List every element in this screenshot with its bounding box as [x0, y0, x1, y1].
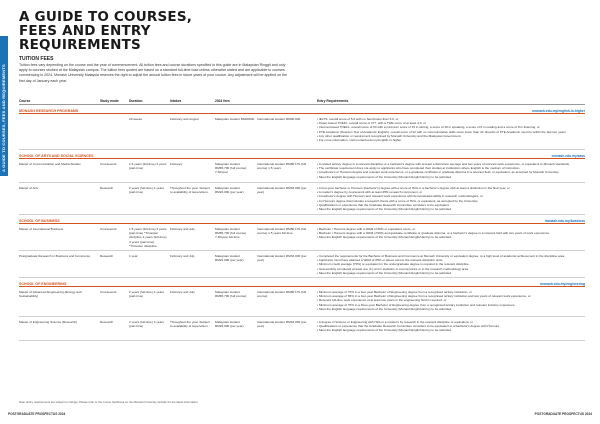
header-intakes: Intakes — [170, 99, 182, 103]
fee-local: Malaysian student RM22,000 (per year) — [215, 254, 244, 263]
footer-right: POSTGRADUATE PROSPECTUS 2024 — [534, 412, 592, 416]
requirement-item: • Meet the English language requirements of the University (Monash English Entry) to be admitted. — [317, 270, 452, 275]
fee-international: International student RM33,000 (per year) — [257, 254, 307, 263]
requirement-item: • Meet the English language requirements of the University (Monash English Entry) to be admitted. — [317, 174, 452, 179]
fee-local: Malaysian student RM00000 — [215, 117, 255, 121]
entry-requirements — [317, 254, 585, 275]
requirement-item: • For more information, visit monash.edu.my/english-in-higher — [317, 138, 402, 143]
footnote: Note: Entry requirements are subject to change. Please refer to the course handbook on the Monash University website for the latest information. — [19, 400, 199, 404]
requirement-item: • A bachelor's degree with Honours and relevant work experience with demonstrated ability in research methodologies, or — [317, 194, 483, 199]
requirement-item: • Meet the English language requirements of the University (Monash English Entry) to be admitted. — [317, 207, 452, 212]
study-mode: Research — [100, 254, 114, 258]
fee-local: Malaysian student RM65,700 (full course) — [215, 290, 247, 299]
requirement-item: • Qualifications or experience that the Graduate Research Committee considers to be equivalent. — [317, 202, 450, 207]
course-name: Master of Engineering Science (Research) — [19, 320, 78, 324]
entry-requirements — [317, 186, 585, 211]
table-row — [19, 183, 585, 215]
course-name: Master of International Business — [19, 227, 64, 231]
fee-international: International student RM80,170 (full course) — [257, 290, 307, 299]
fee-international: International student RM80,170 (full course) 1.5 years full-time — [257, 227, 307, 236]
requirement-item: • A degree in Science or Engineering with H2A or a master's by research in the relevant discipline or equivalent, or — [317, 320, 473, 324]
table-row — [19, 114, 585, 150]
duration: 2 years (full-time) 4 years (part-time) — [129, 186, 164, 195]
study-mode: Research — [100, 186, 114, 190]
requirement-item: • An Honours degree that includes a research thesis with a score of H2A, or equivalent, as accepted by the University. — [317, 198, 479, 203]
entry-requirements — [317, 227, 585, 240]
study-mode: Research — [100, 320, 114, 324]
requirement-item: • Minimum average of 70% in a three-year Bachelor of Engineering degree from a recognised tertiary institution and relevant industry experience. — [317, 302, 516, 307]
course-name: Master of Communication and Media Studies — [19, 162, 81, 166]
duration: 20 weeks — [129, 117, 143, 121]
requirement-item: • Meet the English language requirements of the University (Monash English Entry) to be admitted. — [317, 306, 452, 311]
requirement-item: • Meet the English language requirements of the University (Monash English Entry) to be admitted. — [317, 328, 452, 333]
requirement-item: • Applicants must have attained a WAM of 65% or above across the relevant discipline units. — [317, 258, 444, 263]
requirement-item: • Any other qualification or requirement recognised by Monash University and the Malaysian Government. — [317, 133, 462, 138]
table-header — [19, 96, 585, 105]
duration: 2 years (full-time) 4 years (part-time) — [129, 290, 164, 299]
section-link[interactable]: monash.edu.my/business — [544, 218, 585, 223]
course-name: Postgraduate Research in Business and Commerce — [19, 254, 91, 258]
intakes: February and July — [170, 290, 195, 294]
intakes: February — [170, 162, 183, 166]
requirement-item: • Minimum average of 65% in a four-year Bachelor of Engineering degree from a recognised tertiary institution and two years of relevant work experience, or — [317, 294, 531, 299]
entry-requirements — [317, 290, 585, 311]
table-body — [19, 107, 585, 341]
section-link[interactable]: monash.edu.my/engineering — [540, 281, 585, 286]
study-mode: Coursework — [100, 162, 117, 166]
section-link[interactable]: monash.edu.my/sass — [551, 153, 585, 158]
fee-international: International student RM33,000 (per year) — [257, 186, 307, 195]
duration: 2 years (full-time) 4 years (part-time) — [129, 320, 164, 329]
fee-local: Malaysian student RM65,700 (full course) 7.30/year full-time — [215, 227, 247, 240]
intakes: February and July — [170, 227, 195, 231]
tuition-heading: TUITION FEES — [19, 56, 54, 62]
header-fees: 2024 fees — [215, 99, 230, 103]
page-title: A GUIDE TO COURSES, FEES AND ENTRY REQUIREMENTS — [19, 9, 193, 53]
side-tab — [0, 36, 8, 176]
requirement-item: • Internet-based TOEFL: overall score of 53 with a minimum score of 15 in writing, a score of 10 in speaking, a score of 8 in reading and a score of 8 in listening, or — [317, 125, 540, 130]
section-header — [19, 152, 585, 159]
course-name: Master of Arts — [19, 186, 39, 190]
requirement-item: • Paper-based TOEFL: overall score of 477, with a TWE score of at least 4.0, or — [317, 121, 426, 126]
side-tab-label: A GUIDE TO COURSES, FEES AND REQUIREMENTS — [1, 64, 6, 172]
intakes: February and August — [170, 117, 199, 121]
requirement-item: • Bachelor / Honours degree with a WAM of 50% and graduate certificate or graduate diploma, or a bachelor's degree in a relevant field with two years of work experience. — [317, 231, 551, 236]
header-course: Course — [19, 99, 31, 103]
entry-requirements — [317, 320, 585, 333]
duration: 1.5 years (full-time) 3 years (part-time) — [129, 162, 167, 171]
intakes: Throughout the year. Subject to availability of supervision. — [170, 320, 210, 329]
fee-local: Malaysian student RM22,000 (per year) — [215, 320, 244, 329]
requirement-item: • IELTS: overall score of 5.0 with no band lower than 5.0, or — [317, 117, 399, 121]
table-row — [19, 317, 585, 341]
header-duration: Duration — [129, 99, 143, 103]
section-header — [19, 217, 585, 224]
study-mode: Coursework — [100, 290, 117, 294]
intakes: Throughout the year. Subject to availability of supervision. — [170, 186, 210, 195]
duration: 1 year — [129, 254, 138, 258]
courses-table — [19, 96, 585, 341]
intakes: February and July — [170, 254, 195, 258]
section-name: MONASH RESEARCH PROGRAMS — [19, 108, 79, 113]
requirement-item: • A bachelor's or Honours degree and relevant work experience, or a graduate certificate or graduate diploma in a relevant field, or equivalent, as accepted by Monash University. — [317, 170, 560, 175]
duration: 1.5 years (full-time) 3 years (part-time) *Trimester discipline 2 years (full-time) 4 years (part-time) *Trimester discipline — [129, 227, 167, 248]
section-name: SCHOOL OF BUSINESS — [19, 218, 60, 223]
requirement-item: • Bachelor / Honours degree with a WAM of 60% or equivalent score, or — [317, 227, 416, 231]
table-row — [19, 224, 585, 251]
requirement-item: • A master's degree by coursework with at least 25% research component, or — [317, 190, 423, 195]
requirement-item: • Meet the English language requirements of the University (Monash English Entry) to be admitted. — [317, 235, 452, 240]
fee-international: International student RM33,000 (per year) — [257, 320, 307, 329]
course-name: Master of Advanced Engineering (Energy and Sustainability) — [19, 290, 82, 299]
section-name: SCHOOL OF ENGINEERING — [19, 281, 67, 286]
section-link[interactable]: monash.edu.my/english-in-higher — [532, 108, 585, 113]
requirement-item: • Completed the requirements for the Bachelor of Business and Commerce at Monash University or equivalent degree, to a high level of academic achievement in the discipline area. — [317, 254, 566, 258]
requirement-item: • Qualifications or experience that the Graduate Research Committee considers to be equivalent to a bachelor's degree with Honours. — [317, 324, 500, 329]
section-header — [19, 107, 585, 114]
entry-requirements — [317, 162, 585, 179]
footer-left: POSTGRADUATE PROSPECTUS 2024 — [8, 412, 66, 416]
table-row — [19, 287, 585, 317]
study-mode: Coursework — [100, 227, 117, 231]
section-name: SCHOOL OF ARTS AND SOCIAL SCIENCES — [19, 153, 94, 158]
requirement-item: • A four-year bachelor or Honours (bachelor's) degree with a score of H2A or a bachelor's degree with at least a distinction in the final year, or — [317, 186, 510, 190]
table-row — [19, 159, 585, 183]
table-row — [19, 251, 585, 278]
header-entry-requirements: Entry Requirements — [317, 99, 349, 103]
fee-local: Malaysian student RM22,000 (per year) — [215, 186, 244, 195]
requirement-item: • Relevant full-time work experience of at least two years in the engineering field is required, or — [317, 298, 447, 303]
header-study-mode: Study mode — [100, 99, 119, 103]
fee-international: International student RM00,000 — [257, 117, 301, 121]
requirement-item: • Minimum credit average (70%) or equivalent in the undergraduate degree is required in the relevant discipline. — [317, 262, 470, 267]
intro-paragraph: Tuition fees vary depending on the course and the year of commencement. All tuition fees and course durations specified in this guide are in Malaysian Ringgit and only apply to courses studied at the Malaysian campus. The tuition fees quoted are based on a standard full-time load unless otherwise stated and are applicable to courses commencing in 2024. Monash University Malaysia reserves the right to adjust the annual tuition fees in future years of your course. Any adjustment will be applied on the first day of January each year. — [19, 63, 288, 83]
requirement-item: • Minimum average of 70% in a four-year Bachelor of Engineering degree from a recognised tertiary institution, or — [317, 290, 472, 294]
fee-international: International student RM80,170 (full course) 1.5 years — [257, 162, 307, 171]
requirement-item: • PTE Academic (Pearson Test of Academic English): overall score of 42 with no communicative skills score lower than 42. Results of PTE Academic must be within the last two years. — [317, 129, 567, 134]
section-header — [19, 280, 585, 287]
requirement-item: • The certificate requirement does not apply to applicants who have completed their studies at institutions where English is the medium of instruction. — [317, 166, 521, 171]
requirement-item: • A related tertiary degree in a relevant discipline or a bachelor's degree with at least a distinction average and two years of relevant work experience, or equivalent to Monash standards. — [317, 162, 570, 166]
entry-requirements — [317, 117, 585, 142]
requirement-item: • Successfully completed at least one (1) unit in statistics or econometrics or in the research methodology area. — [317, 266, 469, 271]
fee-local: Malaysian student RM65,700 (full course) 7.30/year — [215, 162, 247, 175]
